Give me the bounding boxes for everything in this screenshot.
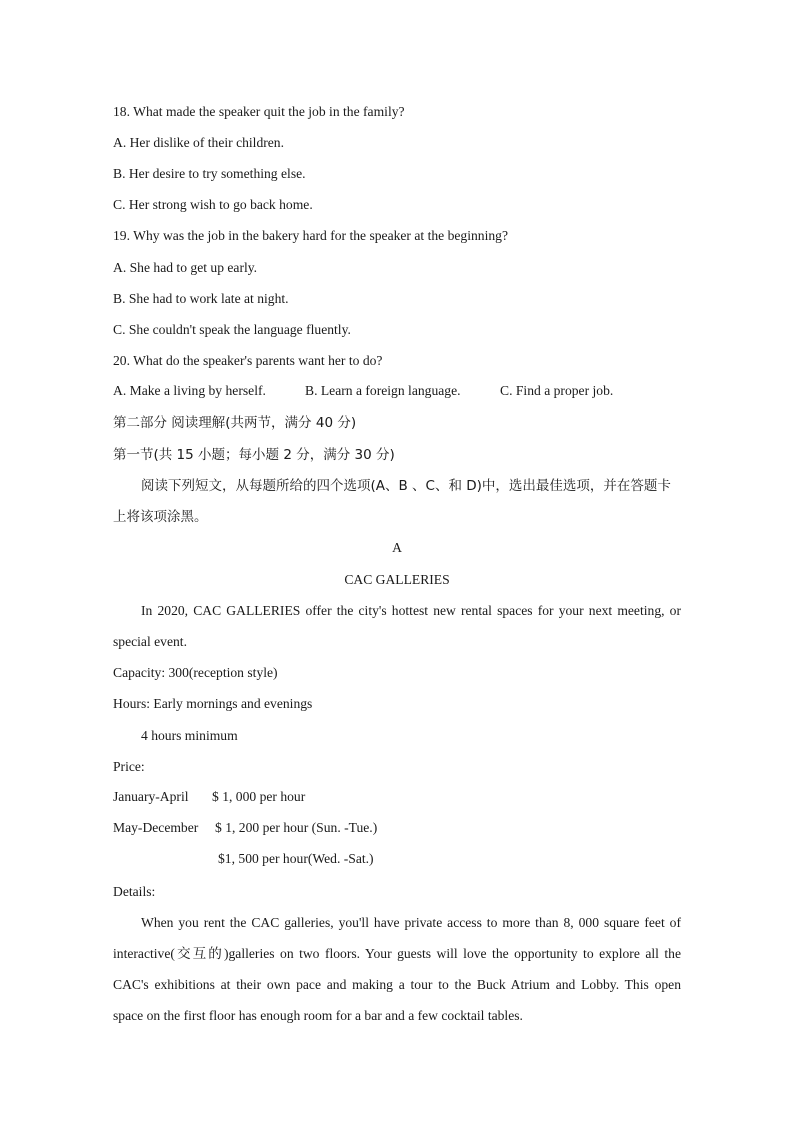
price-value-sun-tue: $ 1, 200 per hour (Sun. -Tue.) [215, 820, 378, 835]
question-18-stem: 18. What made the speaker quit the job in the family? [113, 104, 405, 119]
hours-text: Hours: Early mornings and evenings [113, 696, 313, 711]
question-18-option-b: B. Her desire to try something else. [113, 166, 306, 181]
question-19-option-b: B. She had to work late at night. [113, 291, 289, 306]
passage-letter: A [392, 540, 402, 555]
question-18-option-a: A. Her dislike of their children. [113, 135, 285, 150]
details-label: Details: [113, 884, 156, 899]
question-20-stem: 20. What do the speaker's parents want her to do? [113, 353, 383, 368]
capacity-text: Capacity: 300(reception style) [113, 665, 278, 680]
price-label: Price: [113, 759, 145, 774]
part-two-title: 第二部分 阅读理解(共两节，满分 40 分) [113, 415, 357, 431]
details-line-1: When you rent the CAC galleries, you'll have private access to more than 8, 000 square feet of [141, 915, 681, 930]
price-period-jan-apr: January-April [113, 789, 189, 804]
instruction-line-2: 上将该项涂黑。 [113, 509, 208, 525]
question-19-stem: 19. Why was the job in the bakery hard for the speaker at the beginning? [113, 228, 508, 243]
price-value-wed-sat: $1, 500 per hour(Wed. -Sat.) [218, 851, 374, 866]
price-period-may-dec: May-December [113, 820, 199, 835]
details-line-4: space on the first floor has enough room for a bar and a few cocktail tables. [113, 1008, 523, 1023]
question-20-option-a: A. Make a living by herself. [113, 383, 266, 398]
section-one-title: 第一节(共 15 小题；每小题 2 分，满分 30 分) [113, 447, 395, 463]
details-line-2: interactive(交互的)galleries on two floors. Your guests will love the opportunity to explore all the [113, 946, 681, 961]
instruction-line-1: 阅读下列短文，从每题所给的四个选项(A、B 、C、和 D)中，选出最佳选项，并在答题卡 [141, 478, 671, 494]
passage-title: CAC GALLERIES [344, 572, 450, 587]
details-line-3: CAC's exhibitions at their own pace and making a tour to the Buck Atrium and Lobby. This open [113, 977, 681, 992]
intro-line-1: In 2020, CAC GALLERIES offer the city's hottest new rental spaces for your next meeting, or [141, 603, 681, 618]
question-20-option-b: B. Learn a foreign language. [305, 383, 461, 398]
hours-minimum-text: 4 hours minimum [141, 728, 238, 743]
intro-line-2: special event. [113, 634, 187, 649]
question-18-option-c: C. Her strong wish to go back home. [113, 197, 313, 212]
question-20-option-c: C. Find a proper job. [500, 383, 614, 398]
question-19-option-c: C. She couldn't speak the language fluently. [113, 322, 351, 337]
price-value-jan-apr: $ 1, 000 per hour [212, 789, 306, 804]
question-19-option-a: A. She had to get up early. [113, 260, 258, 275]
